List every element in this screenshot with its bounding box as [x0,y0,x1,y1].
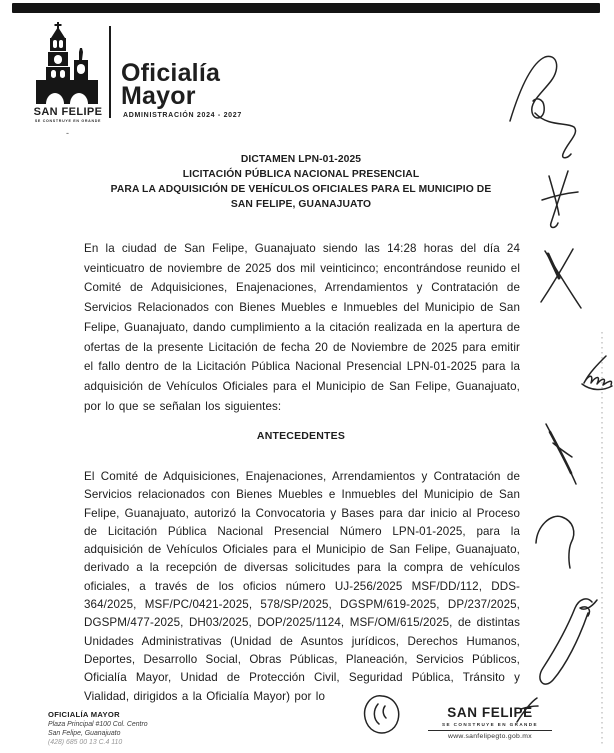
opening-paragraph: En la ciudad de San Felipe, Guanajuato siendo las 14:28 horas del día 24 veinticuatro de noviembre de 2025 dos mil veinticinco; encontrándose reunido el Comité de Adquisiciones, Enajenaciones, Arrendamientos y Contratación de Servicios Relacionados con Bienes Muebles e Inmuebles del Municipio de San Felipe, Guanajuato, dando cumplimiento a la citación realizada en la apertura de ofertas de la presente Licitación de fecha 20 de Noviembre de 2025 para emitir el fallo dentro de la Licitación Pública Nacional Presencial LPN-01-2025 para la adquisición de Vehículos Oficiales para el Municipio de San Felipe, Guanajuato, por lo que se señalan los siguientes: [84,242,520,413]
footer-address [48,720,148,748]
department-title-line2: Mayor [121,82,196,110]
signature-rubric-4 [584,356,612,385]
signature-rubric-2b [551,171,568,228]
scan-artifact-bar [12,3,600,13]
department-title [121,59,221,110]
signature-rubric-3 [545,251,581,308]
title-line-objeto: PARA LA ADQUISICIÓN DE VEHÍCULOS OFICIALES PARA EL MUNICIPIO DE [110,184,492,195]
footer-website: www.sanfelipegto.gob.mx [448,733,532,740]
signature-rubric-3b [541,249,573,302]
signature-rubric-2 [549,176,559,215]
signature-rubric-2-crossbar [542,192,578,200]
section-heading-antecedentes: ANTECEDENTES [256,430,346,442]
footer-address-line3: (428) 685 00 13 C.4 110 [48,739,123,747]
signature-rubric-3-overink [548,254,559,278]
church-tower-logo-icon [30,22,108,106]
signature-rubric-7 [580,600,597,616]
administration-period: ADMINISTRACIÓN 2024 - 2027 [123,112,242,119]
signature-rubric-4-tail [582,384,612,390]
department-title-line1: Oficialía [121,59,221,87]
signature-rubric-1 [510,56,557,121]
signature-rubric-6 [536,516,574,568]
signature-rubric-8-inner [374,704,386,724]
footer-brand-tagline: SE CONSTRUYE EN GRANDE [442,722,538,727]
signature-rubric-5-overink [550,432,571,473]
title-line-municipio: SAN FELIPE, GUANAJUATO [230,199,372,210]
antecedentes-paragraph: El Comité de Adquisiciones, Enajenaciones, Arrendamientos y Contratación de Servicios relacionados con Bienes Muebles e Inmuebles del Municipio de San Felipe, Guanajuato, autorizó la Convocatoria y Bases para dar inicio al Proceso de Licitación Pública Nacional Presencial Número LPN-01-2025, para la adquisición de Vehículos Oficiales para el Municipio de San Felipe, Guanajuato, derivado a la recepción de diversas solicitudes para la compra de vehículos oficiales, a través de los oficios número UJ-256/2025 MSF/DD/112, DDS-364/2025, MSF/PC/0421-2025, 578/SP/2025, DGSPM/619-2025, DP/237/2025, DGSPM/477-2025, DH03/2025, DOP/2025/1124, MSF/OM/615/2025, de distintas Unidades Administrativas (Unidad de Asuntos jurídicos, Derechos Humanos, Deportes, Desarrollo Social, Obras Públicas, Planeación, Servicios Públicos, Oficialía Mayor, Unidad de Protección Civil, Seguridad Pública, Tránsito y Vialidad, dirigidos a la Oficialía Mayor) por lo [84,470,520,703]
title-line-dictamen: DICTAMEN LPN-01-2025 [240,154,362,165]
header-divider [109,26,111,118]
scan-smudge: - [66,128,69,138]
footer-brand-name: SAN FELIPE [447,705,533,720]
footer-address-line1: Plaza Principal #100 Col. Centro [48,721,148,728]
signature-rubric-5 [546,424,576,484]
signature-rubric-7b [540,599,592,684]
title-line-licitacion: LICITACIÓN PÚBLICA NACIONAL PRESENCIAL [182,169,420,180]
footer-rule [428,730,552,731]
footer-office-name: OFICIALÍA MAYOR [48,710,120,719]
document-title [62,152,540,212]
logo-brand-name: SAN FELIPE [33,106,103,118]
footer-address-line2: San Felipe, Guanajuato [48,730,121,738]
logo-brand-tagline: SE CONSTRUYE EN GRANDE [34,119,102,123]
signature-rubric-5-cross [553,443,572,457]
signature-rubric-1-tail [535,113,576,158]
